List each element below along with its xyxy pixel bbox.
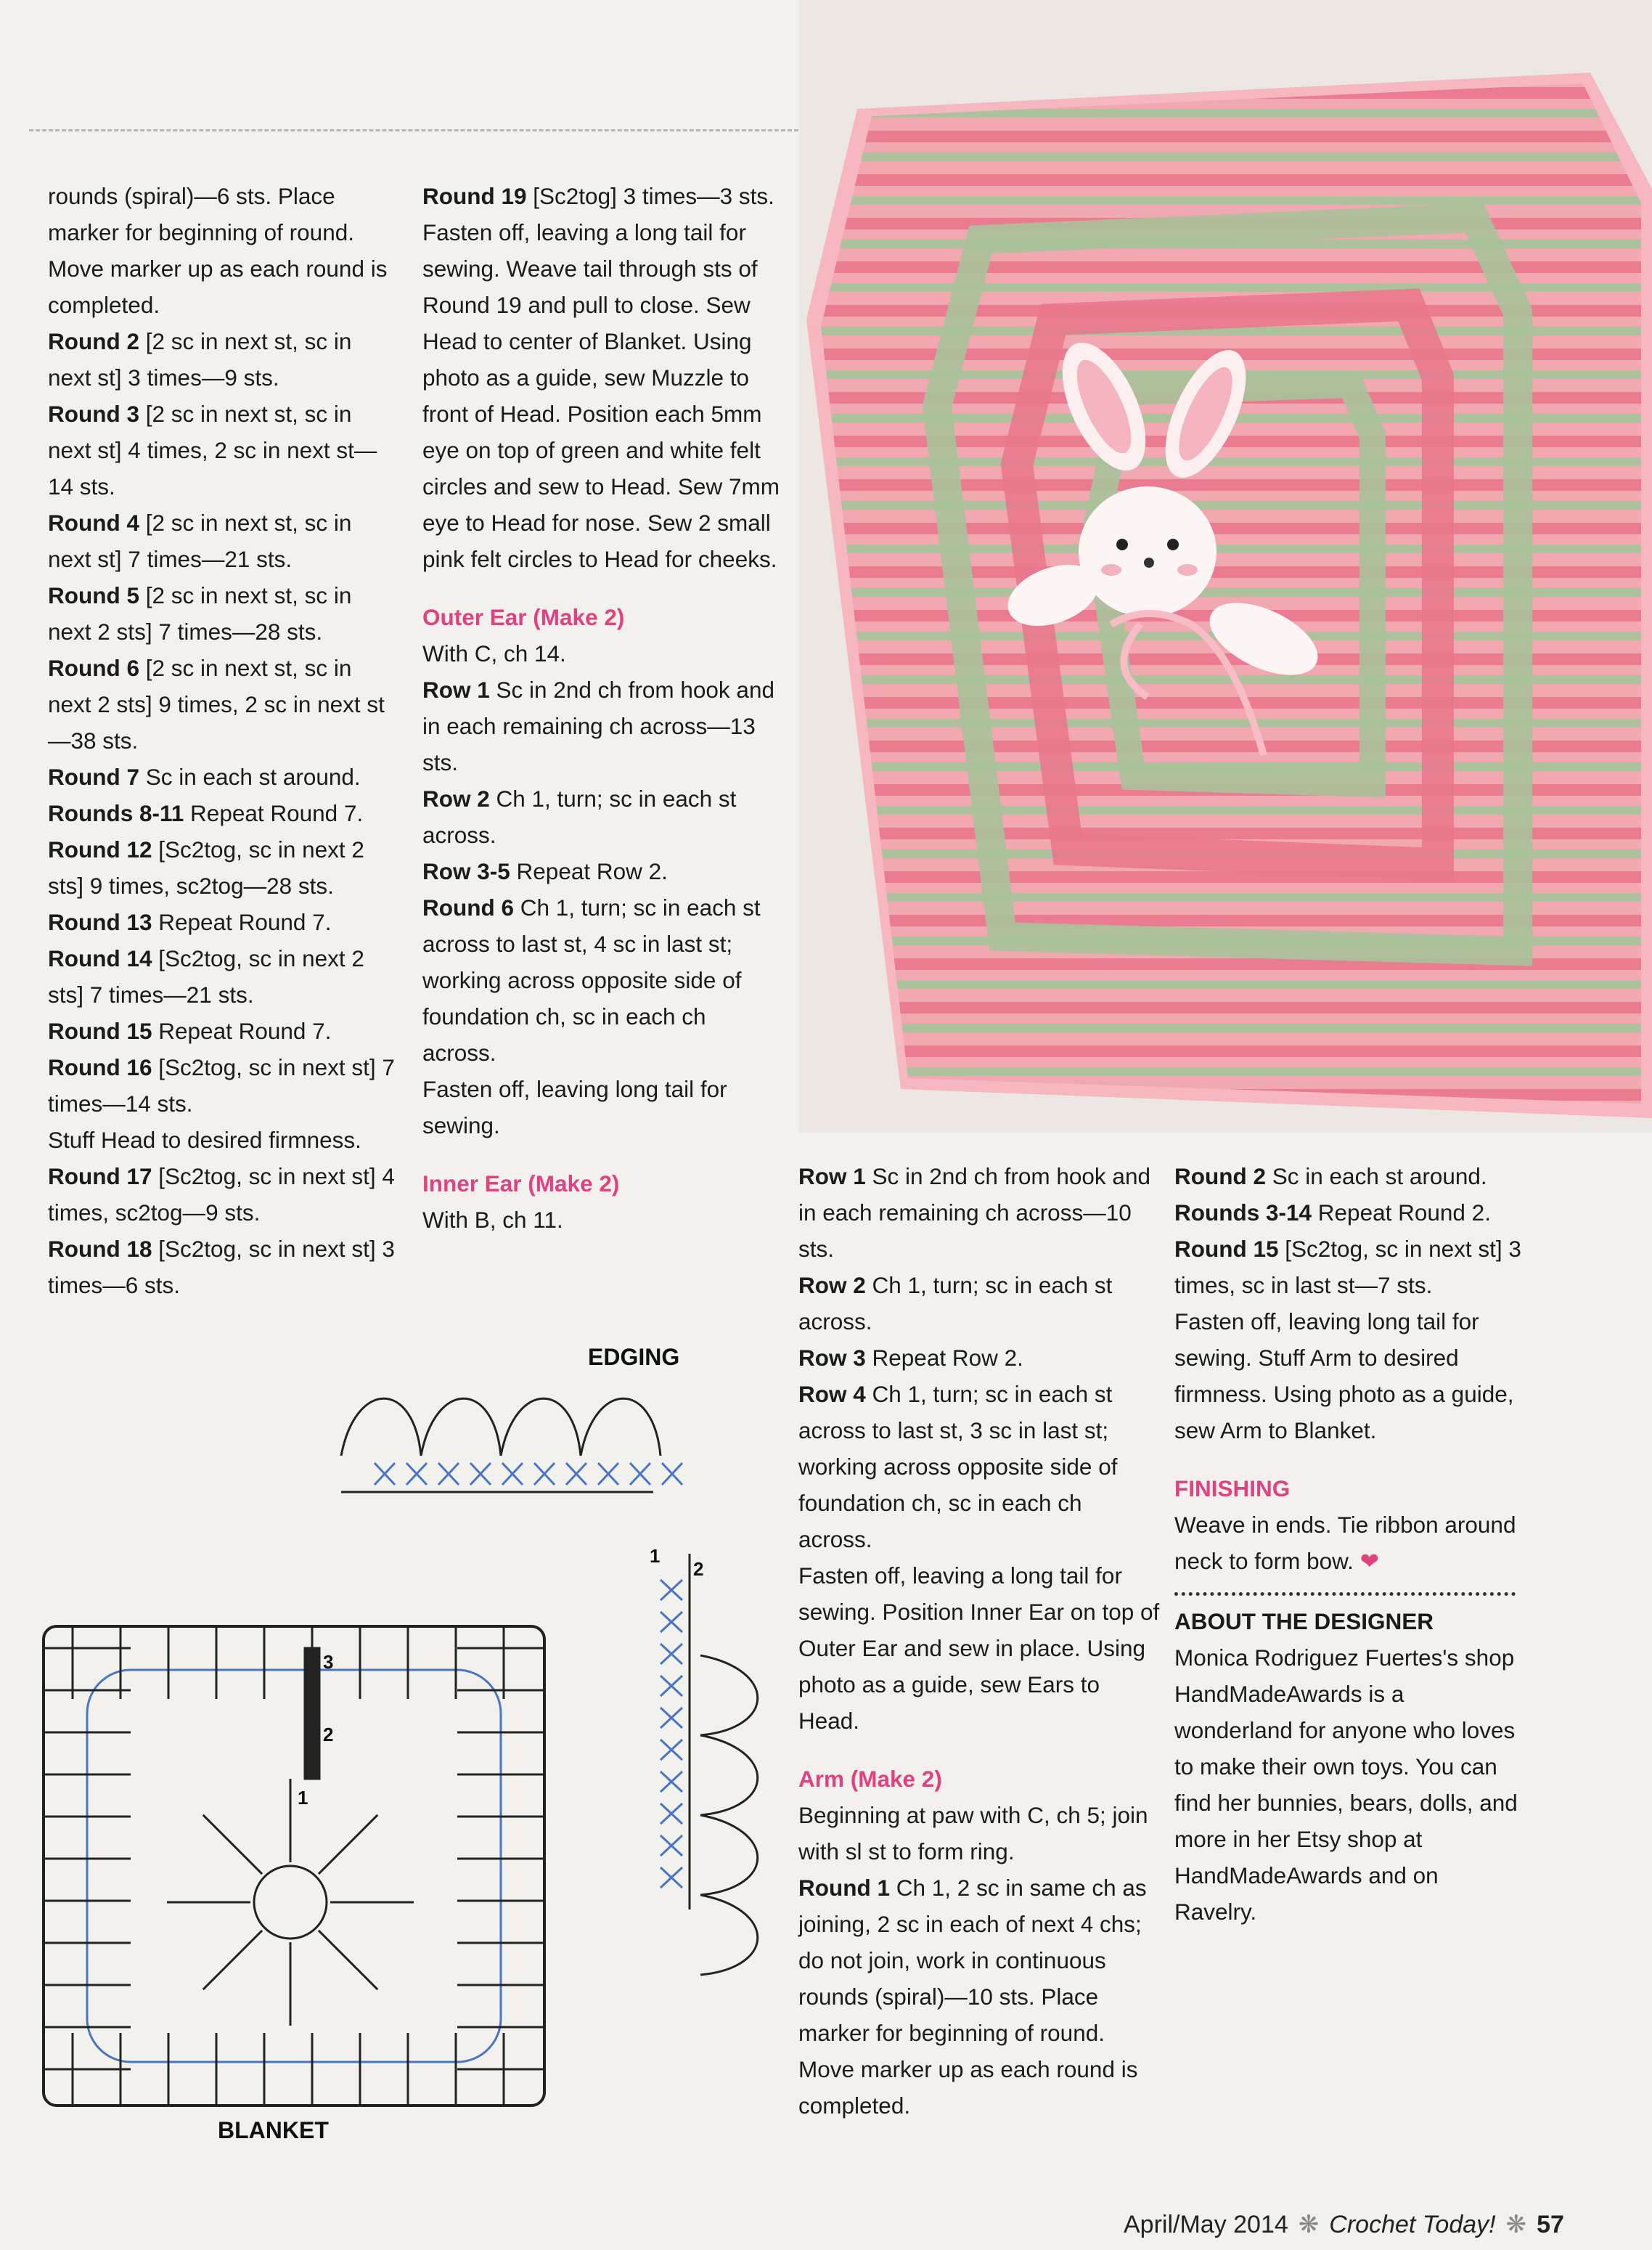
arm-end: Fasten off, leaving long tail for sewing. Stuff Arm to desired firmness. Using photo as a guide, sew Arm to Blanket. xyxy=(1174,1308,1514,1443)
instruction-line: Round 14 [Sc2tog, sc in next 2 sts] 7 times—21 sts. xyxy=(48,945,364,1008)
arm-round: Rounds 3-14 Repeat Round 2. xyxy=(1174,1199,1491,1226)
magazine-name: Crochet Today! xyxy=(1329,2211,1496,2238)
instruction-line: Round 4 [2 sc in next st, sc in next st] 7 times—21 sts. xyxy=(48,510,352,572)
arm-round: Round 15 [Sc2tog, sc in next st] 3 times, sc in last st—7 sts. xyxy=(1174,1236,1521,1298)
heart-icon: ❤ xyxy=(1359,1548,1380,1574)
instruction-line: Round 5 [2 sc in next st, sc in next 2 sts] 7 times—28 sts. xyxy=(48,582,352,645)
diagram-row-2: 2 xyxy=(323,1724,334,1745)
inner-ear-row: Row 3 Repeat Row 2. xyxy=(798,1345,1023,1371)
outer-ear-end: Fasten off, leaving long tail for sewing. xyxy=(422,1076,727,1138)
instruction-line: rounds (spiral)—6 sts. Place marker for beginning of round. Move marker up as each round is completed. xyxy=(48,183,388,318)
instruction-line: Round 13 Repeat Round 7. xyxy=(48,909,332,935)
instruction-line: Round 6 [2 sc in next st, sc in next 2 sts] 9 times, 2 sc in next st—38 sts. xyxy=(48,655,385,754)
blanket-label: BLANKET xyxy=(218,2117,329,2143)
inner-ear-intro: With B, ch 11. xyxy=(422,1207,563,1233)
instruction-line: Round 2 [2 sc in next st, sc in next st] 3 times—9 sts. xyxy=(48,328,352,391)
designer-divider xyxy=(1174,1592,1516,1596)
edging-label: EDGING xyxy=(588,1344,680,1370)
instruction-line: Round 18 [Sc2tog, sc in next st] 3 times—6 sts. xyxy=(48,1236,395,1298)
inner-ear-row: Row 1 Sc in 2nd ch from hook and in each remaining ch across—10 sts. xyxy=(798,1163,1150,1262)
instruction-line: Round 16 [Sc2tog, sc in next st] 7 times—14 sts. xyxy=(48,1054,395,1117)
issue-date: April/May 2014 xyxy=(1124,2211,1288,2238)
column-4 xyxy=(1174,1158,1523,1930)
instruction-line: Stuff Head to desired firmness. xyxy=(48,1127,361,1153)
round-19: Round 19 [Sc2tog] 3 times—3 sts. Fasten off, leaving a long tail for sewing. Weave tail through sts of Round 19 and pull to close. Sew Head to center of Blanket. Using photo as a guide, sew Muzzle to front of Head. Position each 5mm eye on top of green and white felt circles and sew to Head. Sew 7mm eye to Head for nose. Sew 2 small pink felt circles to Head for cheeks. xyxy=(422,183,780,572)
outer-ear-row: Round 6 Ch 1, turn; sc in each st across to last st, 4 sc in last st; working across opposite side of foundation ch, sc in each ch across. xyxy=(422,894,761,1066)
instruction-line: Round 15 Repeat Round 7. xyxy=(48,1018,332,1044)
outer-ear-intro: With C, ch 14. xyxy=(422,640,566,667)
ear-fasten: Fasten off, leaving a long tail for sewing. Position Inner Ear on top of Outer Ear and sew in place. Using photo as a guide, sew Ears to Head. xyxy=(798,1562,1160,1734)
arm-round: Round 2 Sc in each st around. xyxy=(1174,1163,1487,1189)
finishing-text: Weave in ends. Tie ribbon around neck to form bow. ❤ xyxy=(1174,1512,1516,1574)
column-1 xyxy=(48,178,396,1303)
outer-ear-heading: Outer Ear (Make 2) xyxy=(422,604,625,630)
arm-round-1: Round 1 Ch 1, 2 sc in same ch as joining, 2 sc in each of next 4 chs; do not join, work in continuous rounds (spiral)—10 sts. Place marker for beginning of round. Move marker up as each round is completed. xyxy=(798,1875,1147,2119)
outer-ear-row: Row 1 Sc in 2nd ch from hook and in each remaining ch across—13 sts. xyxy=(422,677,774,775)
designer-text: Monica Rodriguez Fuertes's shop HandMadeAwards is a wonderland for anyone who loves to make their own toys. You can find her bunnies, bears, dolls, and more in her Etsy shop at HandMadeAwards and on Ravelry. xyxy=(1174,1644,1518,1925)
inner-ear-row: Row 4 Ch 1, turn; sc in each st across to last st, 3 sc in last st; working across opposite side of foundation ch, sc in each ch across. xyxy=(798,1381,1118,1552)
star-icon: ❋ xyxy=(1298,2211,1320,2238)
finishing-heading: FINISHING xyxy=(1174,1475,1291,1501)
page-footer xyxy=(1124,2210,1564,2239)
outer-ear-row: Row 3-5 Repeat Row 2. xyxy=(422,858,668,884)
instruction-line: Round 3 [2 sc in next st, sc in next st] 4 times, 2 sc in next st—14 sts. xyxy=(48,401,377,500)
arm-heading: Arm (Make 2) xyxy=(798,1766,942,1792)
instruction-line: Round 12 [Sc2tog, sc in next 2 sts] 9 times, sc2tog—28 sts. xyxy=(48,836,364,899)
dashed-top-rule xyxy=(29,129,798,131)
diagram-row-3: 3 xyxy=(323,1651,334,1673)
blanket-photo xyxy=(799,0,1652,1133)
stitch-diagram xyxy=(29,1336,784,2171)
page-number: 57 xyxy=(1537,2211,1564,2238)
instruction-line: Round 17 [Sc2tog, sc in next st] 4 times, sc2tog—9 sts. xyxy=(48,1163,395,1226)
instruction-line: Rounds 8-11 Repeat Round 7. xyxy=(48,800,364,826)
star-icon: ❋ xyxy=(1505,2211,1527,2238)
column-2 xyxy=(422,178,782,1238)
designer-heading: ABOUT THE DESIGNER xyxy=(1174,1608,1434,1634)
outer-ear-row: Row 2 Ch 1, turn; sc in each st across. xyxy=(422,786,737,848)
bunny-lovey-image xyxy=(799,0,1652,1133)
instruction-line: Round 7 Sc in each st around. xyxy=(48,764,361,790)
arm-intro: Beginning at paw with C, ch 5; join with sl st to form ring. xyxy=(798,1802,1148,1864)
column-3 xyxy=(798,1158,1161,2124)
edging-row-1: 1 xyxy=(650,1545,661,1567)
diagram-row-1: 1 xyxy=(298,1787,308,1809)
inner-ear-row: Row 2 Ch 1, turn; sc in each st across. xyxy=(798,1272,1113,1334)
inner-ear-heading: Inner Ear (Make 2) xyxy=(422,1170,620,1197)
edging-row-2: 2 xyxy=(693,1558,704,1580)
